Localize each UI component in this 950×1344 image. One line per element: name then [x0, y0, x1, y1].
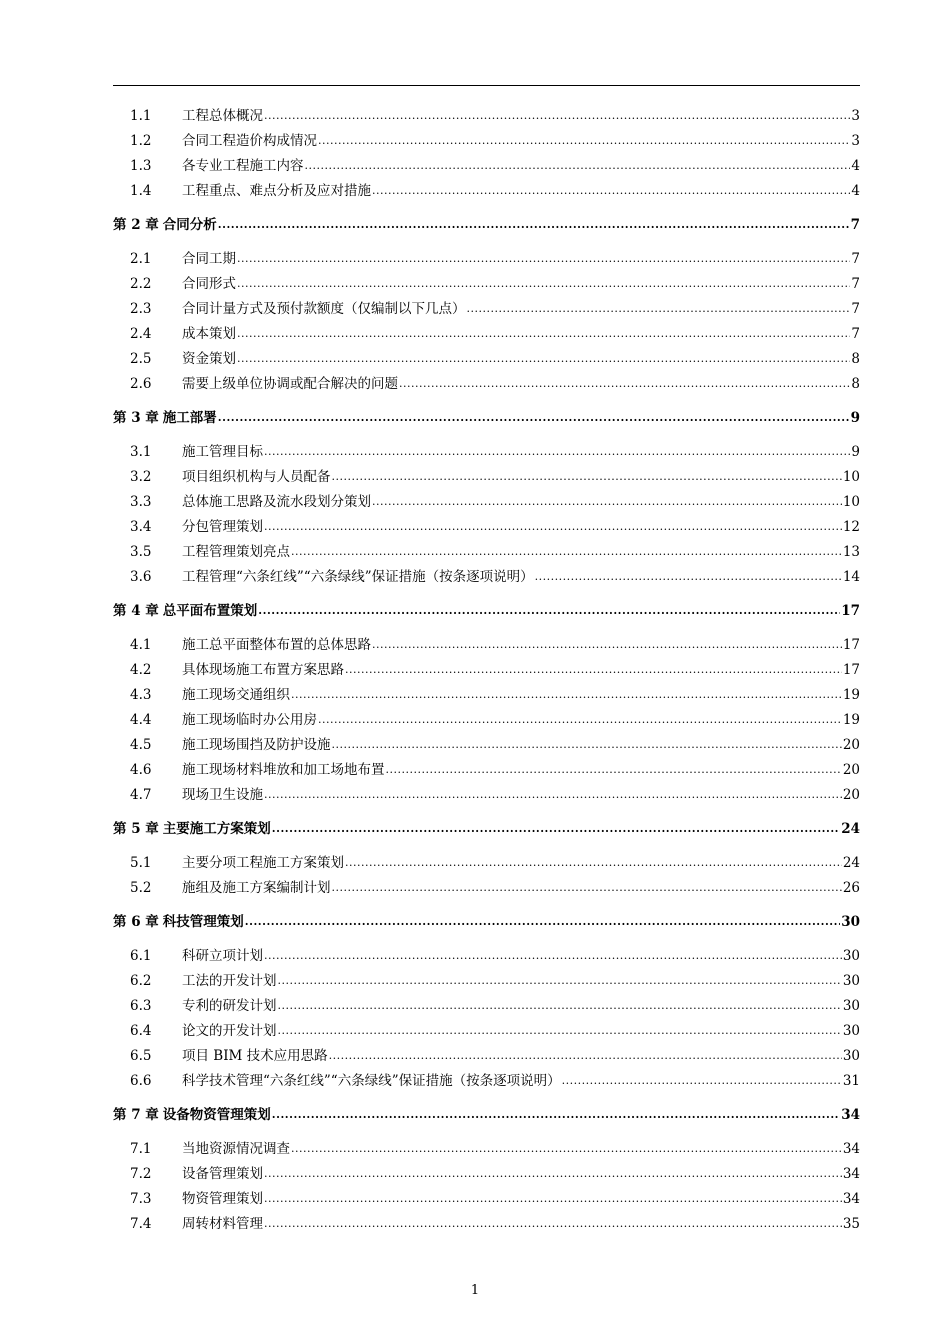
toc-entry-page: 12 [842, 519, 860, 535]
toc-section-entry[interactable] [113, 460, 860, 485]
toc-section-entry[interactable] [113, 778, 860, 803]
toc-entry-number: 4.3 [130, 687, 152, 703]
toc-entry-number: 4.4 [130, 712, 152, 728]
toc-entry-title: 施工现场围挡及防护设施 [182, 737, 331, 753]
toc-section-entry[interactable] [113, 1132, 860, 1157]
toc-section-entry[interactable] [113, 242, 860, 267]
toc-leader-dots [345, 855, 842, 871]
toc-entry-number: 第 7 章 [113, 1107, 159, 1123]
toc-leader-dots [258, 603, 840, 619]
toc-entry-number: 2.1 [130, 251, 152, 267]
table-of-contents [113, 99, 860, 1232]
toc-section-entry[interactable] [113, 653, 860, 678]
toc-entry-title: 合同工程造价构成情况 [182, 133, 317, 149]
toc-entry-title: 工程总体概况 [182, 108, 263, 124]
toc-entry-title: 设备管理策划 [182, 1166, 263, 1182]
toc-entry-title: 论文的开发计划 [182, 1023, 277, 1039]
toc-entry-title: 主要施工方案策划 [162, 821, 271, 837]
toc-entry-number: 4.7 [130, 787, 152, 803]
toc-entry-page: 19 [842, 712, 860, 728]
toc-entry-title: 分包管理策划 [182, 519, 263, 535]
toc-leader-dots [345, 662, 842, 678]
toc-entry-number: 7.3 [130, 1191, 152, 1207]
toc-leader-dots [291, 544, 842, 560]
toc-leader-dots [237, 276, 850, 292]
toc-entry-title: 施工现场材料堆放和加工场地布置 [182, 762, 385, 778]
toc-entry-number: 3.1 [130, 444, 152, 460]
toc-chapter-entry[interactable] [113, 401, 860, 426]
toc-leader-dots [291, 1141, 842, 1157]
toc-leader-dots [237, 351, 850, 367]
toc-entry-number: 5.1 [130, 855, 152, 871]
toc-entry-number: 第 3 章 [113, 410, 159, 426]
toc-entry-title: 施工现场临时办公用房 [182, 712, 317, 728]
toc-entry-number: 7.2 [130, 1166, 152, 1182]
toc-section-entry[interactable] [113, 1157, 860, 1182]
toc-entry-number: 2.2 [130, 276, 152, 292]
toc-entry-number: 6.5 [130, 1048, 152, 1064]
toc-entry-page: 20 [842, 737, 860, 753]
toc-leader-dots [332, 880, 842, 896]
toc-leader-dots [264, 948, 842, 964]
toc-entry-number: 6.3 [130, 998, 152, 1014]
toc-entry-page: 34 [842, 1191, 860, 1207]
toc-entry-number: 3.3 [130, 494, 152, 510]
toc-entry-page: 7 [851, 276, 860, 292]
toc-section-entry[interactable] [113, 485, 860, 510]
toc-entry-title: 需要上级单位协调或配合解决的问题 [182, 376, 398, 392]
toc-entry-title: 合同计量方式及预付款额度（仅编制以下几点） [182, 301, 466, 317]
toc-entry-number: 第 4 章 [113, 603, 159, 619]
toc-section-entry[interactable] [113, 292, 860, 317]
toc-entry-title: 施工部署 [162, 410, 217, 426]
toc-section-entry[interactable] [113, 989, 860, 1014]
toc-entry-title: 科技管理策划 [162, 914, 244, 930]
toc-leader-dots [332, 737, 842, 753]
toc-leader-dots [318, 712, 842, 728]
toc-entry-page: 9 [850, 410, 860, 426]
toc-entry-number: 2.3 [130, 301, 152, 317]
toc-entry-page: 17 [841, 603, 860, 619]
toc-leader-dots [372, 183, 850, 199]
toc-entry-title: 科学技术管理“六条红线”“六条绿线”保证措施（按条逐项说明） [182, 1073, 561, 1089]
toc-entry-page: 17 [842, 662, 860, 678]
toc-leader-dots [218, 217, 850, 233]
toc-entry-title: 周转材料管理 [182, 1216, 263, 1232]
toc-leader-dots [278, 1023, 842, 1039]
toc-entry-number: 6.2 [130, 973, 152, 989]
toc-leader-dots [332, 469, 842, 485]
toc-entry-title: 项目组织机构与人员配备 [182, 469, 331, 485]
toc-section-entry[interactable] [113, 510, 860, 535]
toc-entry-page: 7 [851, 326, 860, 342]
toc-entry-number: 2.4 [130, 326, 152, 342]
toc-section-entry[interactable] [113, 149, 860, 174]
toc-section-entry[interactable] [113, 753, 860, 778]
toc-section-entry[interactable] [113, 174, 860, 199]
toc-entry-page: 31 [842, 1073, 860, 1089]
toc-leader-dots [278, 998, 842, 1014]
toc-entry-page: 4 [851, 158, 860, 174]
toc-entry-page: 8 [851, 376, 860, 392]
toc-entry-page: 35 [842, 1216, 860, 1232]
toc-entry-page: 24 [841, 821, 860, 837]
toc-entry-page: 17 [842, 637, 860, 653]
toc-entry-number: 5.2 [130, 880, 152, 896]
toc-entry-number: 2.5 [130, 351, 152, 367]
toc-entry-page: 24 [842, 855, 860, 871]
toc-leader-dots [372, 494, 842, 510]
toc-section-entry[interactable] [113, 560, 860, 585]
toc-entry-title: 工程管理策划亮点 [182, 544, 290, 560]
toc-entry-number: 7.1 [130, 1141, 152, 1157]
toc-entry-title: 总体施工思路及流水段划分策划 [182, 494, 371, 510]
toc-section-entry[interactable] [113, 435, 860, 460]
toc-leader-dots [264, 1216, 842, 1232]
toc-entry-title: 施工总平面整体布置的总体思路 [182, 637, 371, 653]
toc-chapter-entry[interactable] [113, 208, 860, 233]
toc-entry-title: 工法的开发计划 [182, 973, 277, 989]
toc-entry-page: 10 [842, 469, 860, 485]
toc-entry-number: 第 5 章 [113, 821, 159, 837]
toc-entry-title: 成本策划 [182, 326, 236, 342]
toc-entry-page: 10 [842, 494, 860, 510]
toc-section-entry[interactable] [113, 939, 860, 964]
toc-entry-number: 6.1 [130, 948, 152, 964]
toc-entry-number: 1.4 [130, 183, 152, 199]
toc-section-entry[interactable] [113, 1064, 860, 1089]
toc-leader-dots [386, 762, 842, 778]
toc-entry-page: 30 [842, 973, 860, 989]
toc-entry-page: 20 [842, 762, 860, 778]
toc-section-entry[interactable] [113, 678, 860, 703]
toc-entry-page: 7 [851, 251, 860, 267]
toc-entry-page: 34 [842, 1141, 860, 1157]
toc-leader-dots [272, 1107, 840, 1123]
toc-entry-page: 9 [851, 444, 860, 460]
toc-entry-title: 总平面布置策划 [162, 603, 258, 619]
toc-entry-page: 13 [842, 544, 860, 560]
toc-entry-number: 3.2 [130, 469, 152, 485]
toc-entry-page: 4 [851, 183, 860, 199]
toc-entry-page: 7 [851, 301, 860, 317]
toc-entry-title: 专利的研发计划 [182, 998, 277, 1014]
toc-section-entry[interactable] [113, 99, 860, 124]
toc-leader-dots [329, 1048, 842, 1064]
toc-leader-dots [467, 301, 851, 317]
toc-entry-number: 2.6 [130, 376, 152, 392]
toc-section-entry[interactable] [113, 1207, 860, 1232]
toc-entry-page: 20 [842, 787, 860, 803]
toc-entry-page: 30 [842, 948, 860, 964]
toc-leader-dots [264, 444, 850, 460]
toc-section-entry[interactable] [113, 1039, 860, 1064]
toc-entry-number: 4.2 [130, 662, 152, 678]
toc-section-entry[interactable] [113, 964, 860, 989]
toc-leader-dots [318, 133, 850, 149]
toc-chapter-entry[interactable] [113, 594, 860, 619]
toc-entry-page: 26 [842, 880, 860, 896]
toc-section-entry[interactable] [113, 342, 860, 367]
toc-entry-number: 6.6 [130, 1073, 152, 1089]
toc-entry-number: 4.5 [130, 737, 152, 753]
toc-entry-title: 项目 BIM 技术应用思路 [182, 1048, 328, 1064]
toc-leader-dots [264, 108, 850, 124]
toc-leader-dots [245, 914, 840, 930]
toc-entry-title: 合同形式 [182, 276, 236, 292]
toc-chapter-entry[interactable] [113, 1098, 860, 1123]
toc-section-entry[interactable] [113, 1182, 860, 1207]
toc-leader-dots [562, 1073, 842, 1089]
toc-section-entry[interactable] [113, 846, 860, 871]
toc-entry-number: 4.6 [130, 762, 152, 778]
toc-chapter-entry[interactable] [113, 812, 860, 837]
toc-entry-page: 19 [842, 687, 860, 703]
toc-entry-page: 3 [851, 108, 860, 124]
toc-section-entry[interactable] [113, 703, 860, 728]
toc-section-entry[interactable] [113, 728, 860, 753]
toc-leader-dots [264, 1191, 842, 1207]
toc-leader-dots [399, 376, 850, 392]
toc-entry-title: 现场卫生设施 [182, 787, 263, 803]
toc-section-entry[interactable] [113, 317, 860, 342]
toc-section-entry[interactable] [113, 628, 860, 653]
toc-leader-dots [237, 326, 850, 342]
toc-entry-number: 1.2 [130, 133, 152, 149]
toc-leader-dots [264, 519, 842, 535]
toc-entry-number: 3.6 [130, 569, 152, 585]
toc-section-entry[interactable] [113, 367, 860, 392]
toc-leader-dots [278, 973, 842, 989]
toc-entry-number: 6.4 [130, 1023, 152, 1039]
toc-entry-title: 施工管理目标 [182, 444, 263, 460]
toc-section-entry[interactable] [113, 267, 860, 292]
toc-entry-title: 科研立项计划 [182, 948, 263, 964]
toc-entry-number: 第 6 章 [113, 914, 159, 930]
toc-leader-dots [237, 251, 850, 267]
toc-entry-number: 1.1 [130, 108, 152, 124]
toc-entry-title: 资金策划 [182, 351, 236, 367]
toc-entry-page: 30 [842, 998, 860, 1014]
toc-entry-number: 1.3 [130, 158, 152, 174]
toc-section-entry[interactable] [113, 124, 860, 149]
toc-entry-page: 30 [841, 914, 860, 930]
toc-section-entry[interactable] [113, 871, 860, 896]
toc-entry-number: 第 2 章 [113, 217, 159, 233]
toc-entry-title: 施工现场交通组织 [182, 687, 290, 703]
toc-entry-page: 30 [842, 1023, 860, 1039]
toc-entry-title: 设备物资管理策划 [162, 1107, 271, 1123]
toc-entry-title: 主要分项工程施工方案策划 [182, 855, 344, 871]
toc-entry-title: 施组及施工方案编制计划 [182, 880, 331, 896]
toc-chapter-entry[interactable] [113, 905, 860, 930]
header-rule [113, 85, 860, 86]
toc-entry-title: 工程管理“六条红线”“六条绿线”保证措施（按条逐项说明） [182, 569, 534, 585]
toc-section-entry[interactable] [113, 1014, 860, 1039]
toc-entry-title: 具体现场施工布置方案思路 [182, 662, 344, 678]
toc-entry-page: 34 [841, 1107, 860, 1123]
toc-entry-page: 8 [851, 351, 860, 367]
toc-entry-number: 3.4 [130, 519, 152, 535]
page-number: 1 [470, 1283, 480, 1298]
toc-leader-dots [291, 687, 842, 703]
toc-leader-dots [218, 410, 850, 426]
toc-entry-page: 30 [842, 1048, 860, 1064]
toc-leader-dots [372, 637, 842, 653]
toc-entry-title: 合同工期 [182, 251, 236, 267]
toc-entry-number: 4.1 [130, 637, 152, 653]
toc-entry-page: 34 [842, 1166, 860, 1182]
toc-leader-dots [305, 158, 851, 174]
toc-entry-title: 合同分析 [162, 217, 217, 233]
toc-entry-title: 各专业工程施工内容 [182, 158, 304, 174]
toc-entry-page: 3 [851, 133, 860, 149]
toc-entry-title: 工程重点、难点分析及应对措施 [182, 183, 371, 199]
toc-entry-number: 3.5 [130, 544, 152, 560]
toc-section-entry[interactable] [113, 535, 860, 560]
toc-entry-title: 物资管理策划 [182, 1191, 263, 1207]
toc-entry-page: 7 [850, 217, 860, 233]
toc-entry-page: 14 [842, 569, 860, 585]
toc-entry-title: 当地资源情况调查 [182, 1141, 290, 1157]
toc-leader-dots [264, 787, 842, 803]
toc-leader-dots [535, 569, 842, 585]
toc-entry-number: 7.4 [130, 1216, 152, 1232]
toc-leader-dots [272, 821, 840, 837]
toc-leader-dots [264, 1166, 842, 1182]
